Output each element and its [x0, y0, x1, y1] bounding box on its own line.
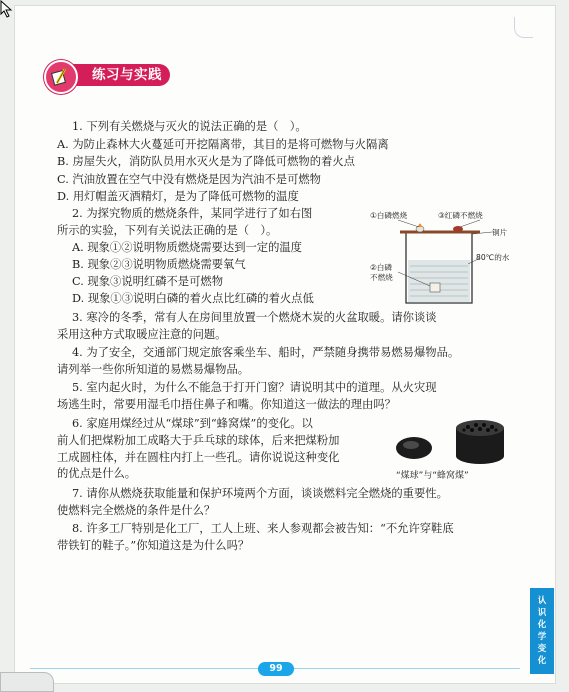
label-red-phosphorus-no-burn: ③红磷不燃烧 [438, 211, 483, 220]
textbook-page [14, 5, 556, 684]
phosphorus-experiment-figure [368, 208, 518, 306]
q2-stem-line2: 所示的实验，下列有关说法正确的是（ ）。 [57, 224, 278, 237]
q7-line2: 使燃料完全燃烧的条件是什么？ [57, 504, 216, 517]
q1-stem: 1. 下列有关燃烧与灭火的说法正确的是（ ）。 [72, 120, 307, 133]
q2-option-a: A. 现象①②说明物质燃烧需要达到一定的温度 [72, 241, 302, 254]
q3-line1: 3. 寒冷的冬季，常有人在房间里放置一个燃烧木炭的火盆取暖。请你谈谈 [72, 311, 437, 324]
section-title: 练习与实践 [62, 64, 170, 86]
coal-figure-caption: “煤球”与“蜂窝煤” [396, 471, 469, 481]
q8-line1: 8. 许多工厂特别是化工厂，工人上班、来人参观都会被告知：“不允许穿鞋底 [72, 522, 454, 535]
q2-option-c: C. 现象③说明红磷不是可燃物 [72, 275, 223, 288]
q5-line2: 场逃生时，常要用湿毛巾捂住鼻子和嘴。你知道这一做法的理由吗？ [57, 398, 396, 411]
side-tab-char: 变 [537, 644, 547, 654]
q2-option-b: B. 现象②③说明物质燃烧需要氧气 [72, 258, 246, 271]
label-hot-water: 80℃的水 [476, 253, 510, 262]
section-banner [44, 60, 172, 90]
q2-stem-line1: 2. 为探究物质的燃烧条件，某同学进行了如右图 [72, 207, 313, 220]
q6-line4: 的优点是什么。 [57, 467, 137, 480]
q6-line3: 工成圆柱体，并在圆柱内打上一些孔。请你说说这种变化 [57, 451, 340, 464]
page-corner-mark [514, 17, 533, 38]
label-not-burning: 不燃烧 [370, 273, 393, 282]
side-tab-char: 化 [537, 656, 547, 666]
q5-line1: 5. 室内起火时，为什么不能急于打开门窗？请说明其中的道理。从火灾现 [72, 381, 437, 394]
coal-illustration [392, 418, 516, 468]
side-tab-char: 学 [537, 632, 547, 642]
side-tab-char: 识 [537, 608, 547, 618]
q6-line2: 前人们把煤粉加工成略大于乒乓球的球体，后来把煤粉加 [57, 434, 340, 447]
q1-option-a: A. 为防止森林大火蔓延可开挖隔离带，其目的是将可燃物与火隔离 [57, 138, 389, 151]
side-tab-char: 化 [537, 620, 547, 630]
q3-line2: 采用这种方式取暖应注意的问题。 [57, 328, 227, 341]
label-white-phosphorus-burns: ①白磷燃烧 [370, 211, 408, 220]
q6-line1: 6. 家庭用煤经过从“煤球”到“蜂窝煤”的变化。以 [72, 417, 313, 430]
q1-option-b: B. 房屋失火，消防队员用水灭火是为了降低可燃物的着火点 [57, 155, 355, 168]
page-number: 99 [258, 662, 294, 676]
mouse-cursor-icon [0, 0, 14, 18]
q8-line2: 带铁钉的鞋子。”你知道这是为什么吗？ [57, 539, 250, 552]
q7-line1: 7. 请你从燃烧获取能量和保护环境两个方面，谈谈燃料完全燃烧的重要性。 [72, 487, 448, 500]
label-white-phosphorus-underwater: ②白磷 [370, 263, 392, 272]
viewer-corner-tab[interactable] [0, 672, 54, 692]
q1-option-d: D. 用灯帽盖灭酒精灯，是为了降低可燃物的温度 [57, 190, 299, 203]
chapter-side-tab [530, 588, 554, 674]
pencil-book-icon [44, 60, 78, 94]
q4-line1: 4. 为了安全，交通部门规定旅客乘坐车、船时，严禁随身携带易燃易爆物品。 [72, 346, 460, 359]
q1-option-c: C. 汽油放置在空气中没有燃烧是因为汽油不是可燃物 [57, 173, 321, 186]
q4-line2: 请列举一些你所知道的易燃易爆物品。 [57, 363, 250, 376]
q2-option-d: D. 现象①③说明白磷的着火点比红磷的着火点低 [72, 292, 314, 305]
side-tab-char: 认 [537, 596, 547, 606]
label-copper-plate: 铜片 [492, 228, 508, 237]
